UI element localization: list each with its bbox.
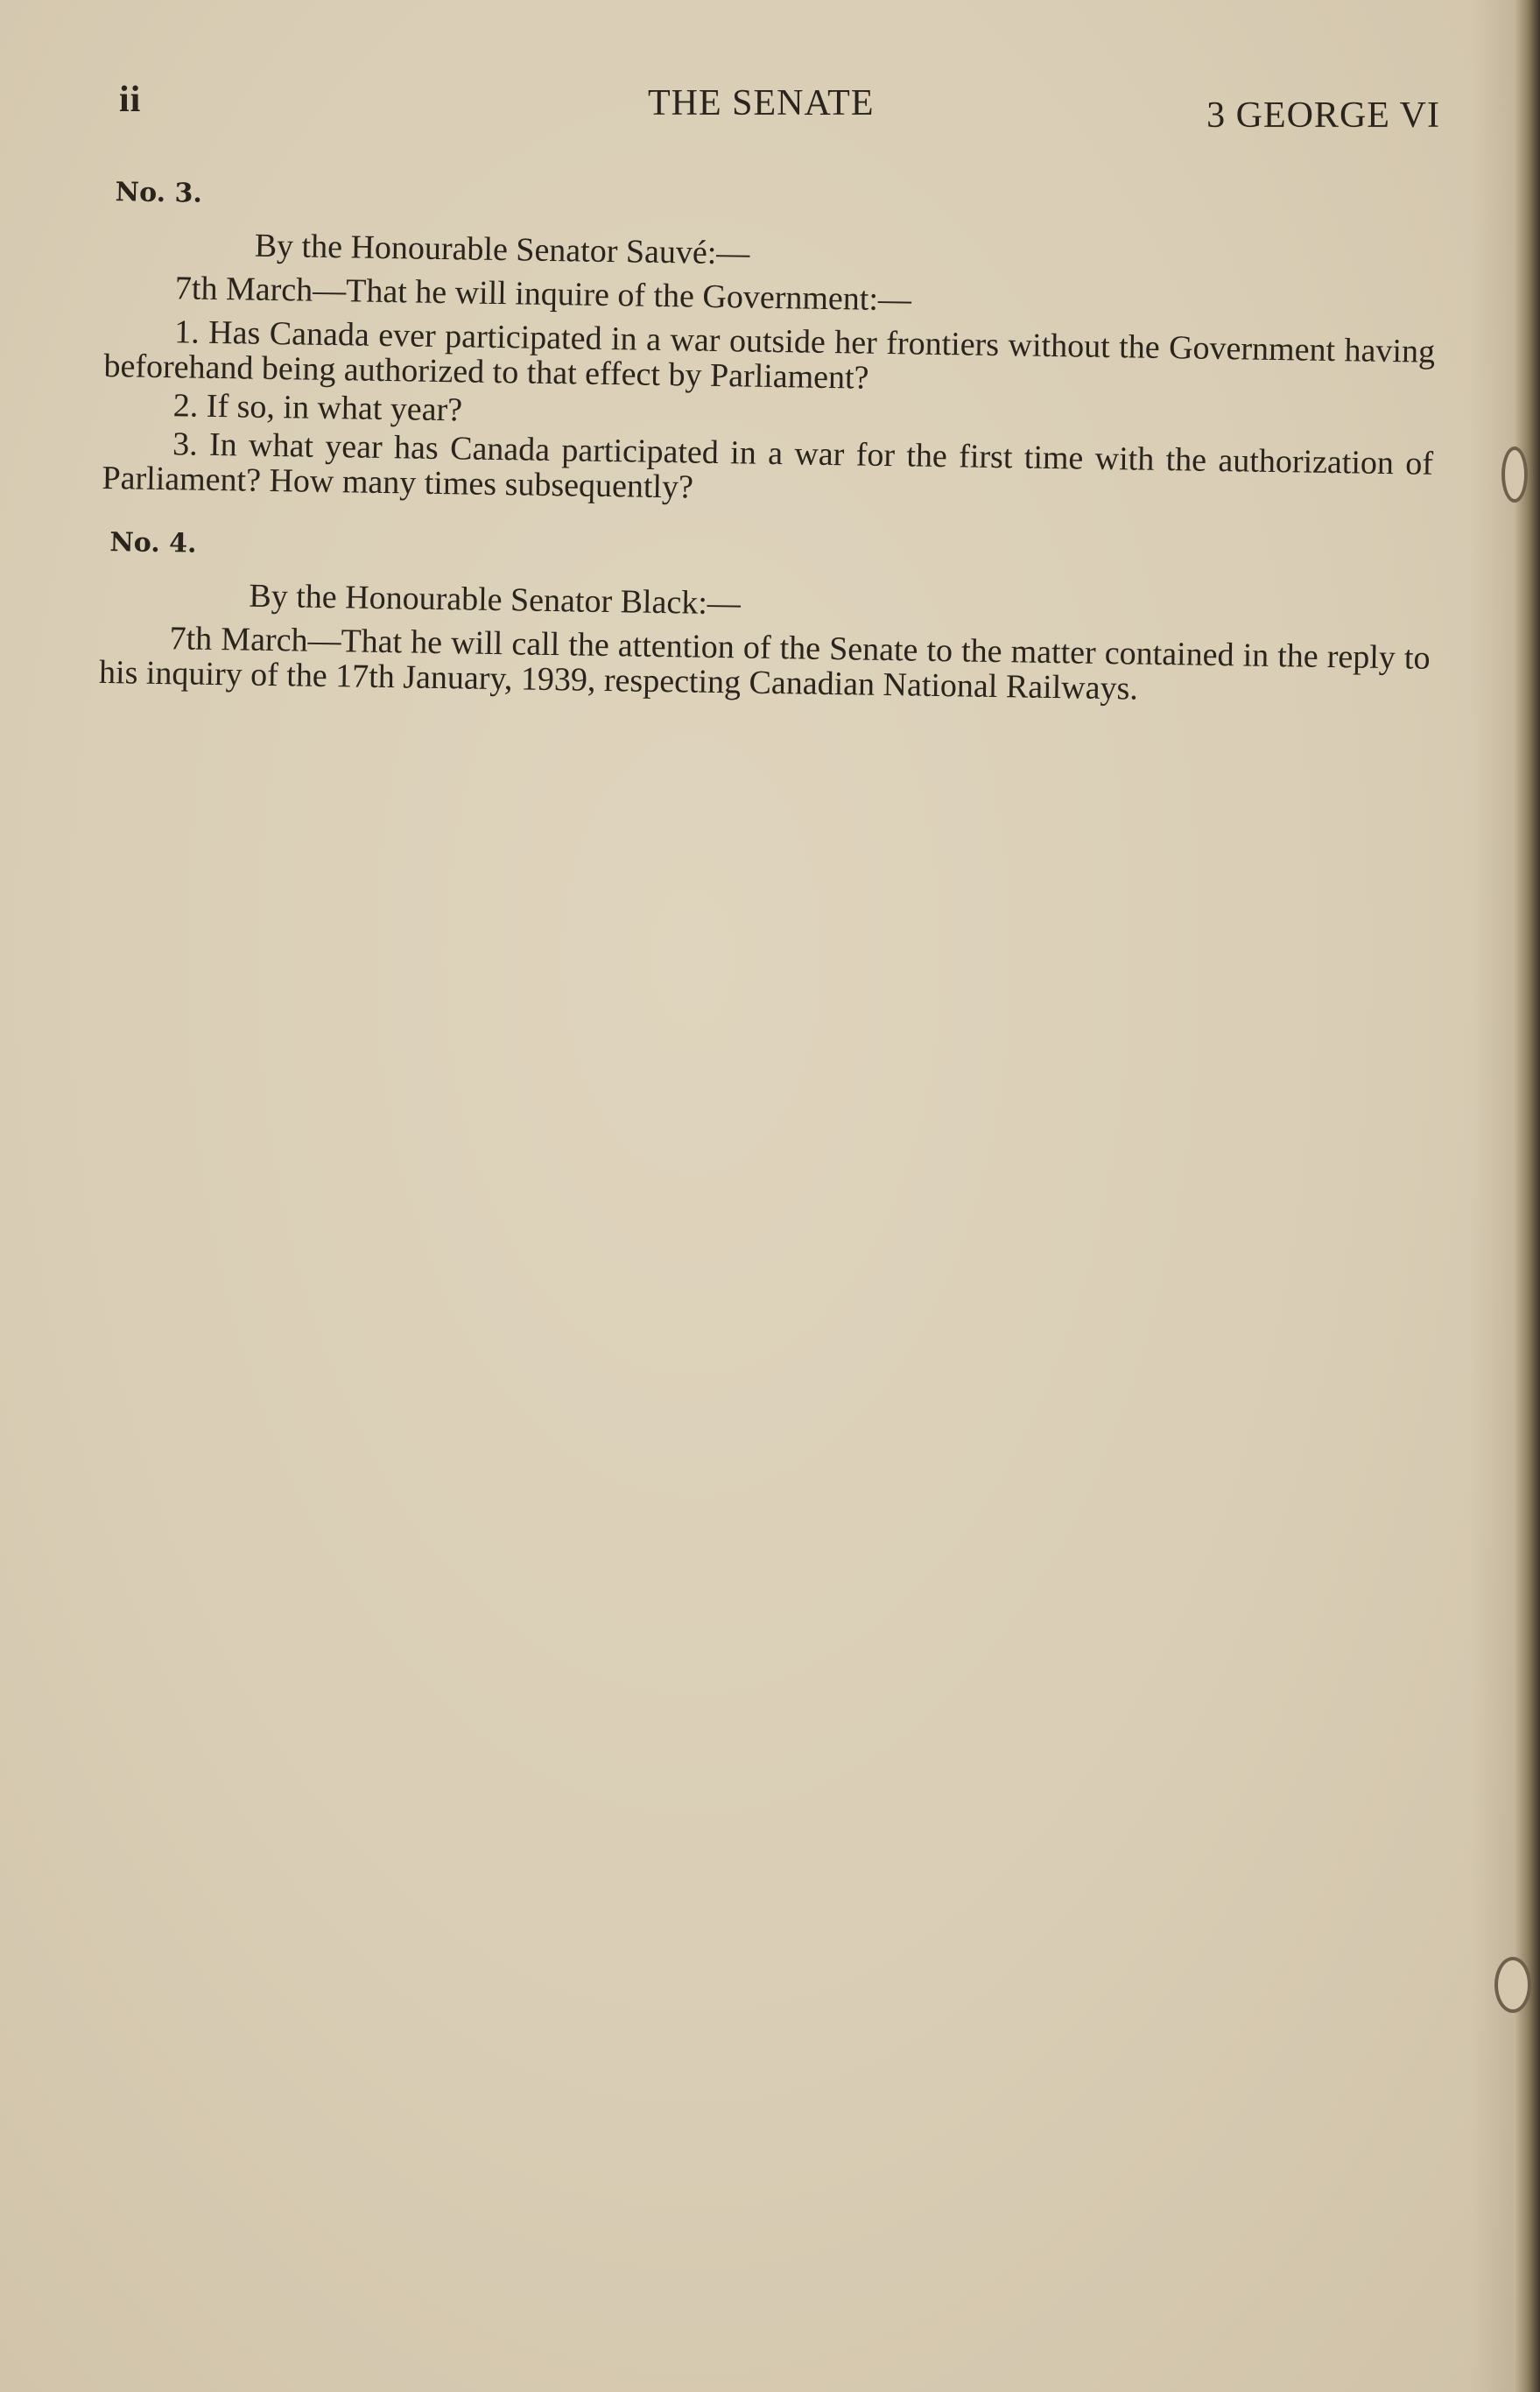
motion-item (99, 525, 1432, 711)
document-body (98, 175, 1438, 741)
motion-number: No. 4. (109, 527, 197, 559)
binding-hole (1494, 1957, 1531, 2013)
motion-question: 3. In what year has Canada participated in a war for the first time with the authorization of Parliament? How many times subsequently? (102, 426, 1434, 506)
binding-hole (1501, 447, 1528, 503)
motion-mover: By the Honourable Senator Sauvé:— (254, 227, 750, 272)
page-number: ii (119, 80, 142, 120)
motion-number: No. 3. (115, 177, 203, 209)
motion-question: 1. Has Canada ever participated in a war outside her frontiers without the Government having beforehand being authorized to that effect by Parliament? (103, 313, 1436, 397)
motion-question: 2. If so, in what year? (172, 387, 463, 429)
page-edge-shadow (1470, 0, 1514, 2392)
motion-date-line: 7th March—That he will inquire of the Government:— (174, 270, 912, 319)
motion-mover: By the Honourable Senator Black:— (249, 577, 742, 623)
regnal-year: 3 GEORGE VI (1206, 95, 1440, 136)
motion-item (102, 175, 1438, 517)
motion-text: 7th March—That he will call the attention of the Senate to the matter contained in the reply to his inquiry of the 17th January, 1939, respecting Canadian National Railways. (98, 620, 1431, 707)
page-edge (1514, 0, 1540, 2392)
running-header (114, 79, 1440, 136)
running-title: THE SENATE (648, 83, 875, 123)
